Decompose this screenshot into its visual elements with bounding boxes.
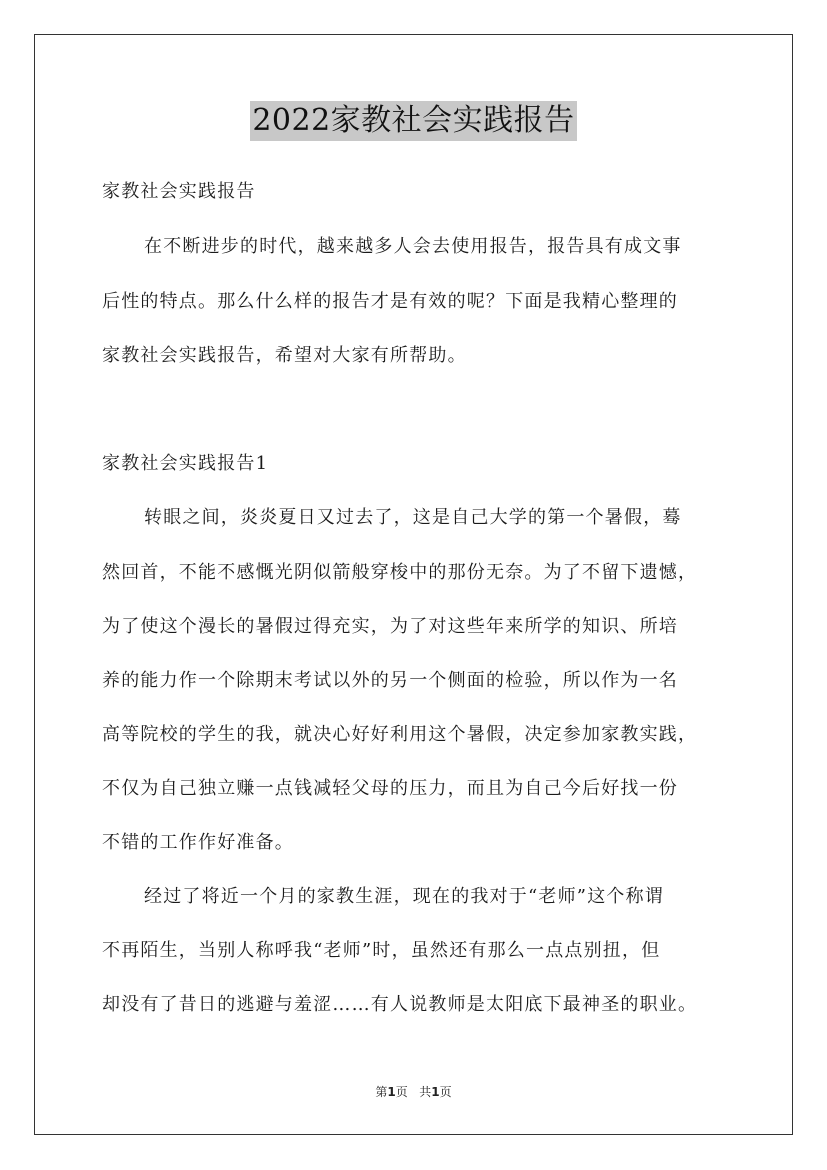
paragraph-line: 经过了将近一个月的家教生涯，现在的我对于“老师”这个称谓 bbox=[144, 886, 665, 907]
page-footer bbox=[0, 1084, 827, 1100]
document-title: 2022家教社会实践报告 bbox=[250, 101, 576, 141]
paragraph-line: 在不断进步的时代，越来越多人会去使用报告，报告具有成文事 bbox=[144, 236, 682, 257]
paragraph-line: 后性的特点。那么什么样的报告才是有效的呢？下面是我精心整理的 bbox=[102, 291, 678, 312]
paragraph-line: 为了使这个漫长的暑假过得充实，为了对这些年来所学的知识、所培 bbox=[102, 616, 678, 637]
paragraph-line: 高等院校的学生的我，就决心好好利用这个暑假，决定参加家教实践， bbox=[102, 724, 698, 745]
total-suffix: 页 bbox=[439, 1085, 452, 1099]
section-heading: 家教社会实践报告1 bbox=[102, 453, 269, 474]
title-container bbox=[0, 101, 827, 141]
paragraph-line: 却没有了昔日的逃避与羞涩……有人说教师是太阳底下最神圣的职业。 bbox=[102, 994, 698, 1015]
paragraph-line: 然回首，不能不感慨光阴似箭般穿梭中的那份无奈。为了不留下遗憾， bbox=[102, 562, 698, 583]
paragraph-line: 不仅为自己独立赚一点钱减轻父母的压力，而且为自己今后好找一份 bbox=[102, 778, 678, 799]
paragraph-line: 不再陌生，当别人称呼我“老师”时，虽然还有那么一点点别扭，但 bbox=[102, 940, 661, 961]
paragraph-line: 不错的工作作好准备。 bbox=[102, 832, 294, 853]
paragraph-line: 养的能力作一个除期末考试以外的另一个侧面的检验，所以作为一名 bbox=[102, 670, 678, 691]
paragraph-line: 家教社会实践报告，希望对大家有所帮助。 bbox=[102, 345, 467, 366]
paragraph-line: 转眼之间，炎炎夏日又过去了，这是自己大学的第一个暑假，蓦 bbox=[144, 507, 682, 528]
page-suffix: 页 bbox=[395, 1085, 408, 1099]
intro-heading: 家教社会实践报告 bbox=[102, 181, 256, 202]
page-number: 1 bbox=[387, 1085, 396, 1099]
total-prefix: 共 bbox=[419, 1085, 432, 1099]
page-prefix: 第 bbox=[375, 1085, 388, 1099]
total-pages: 1 bbox=[431, 1085, 440, 1099]
